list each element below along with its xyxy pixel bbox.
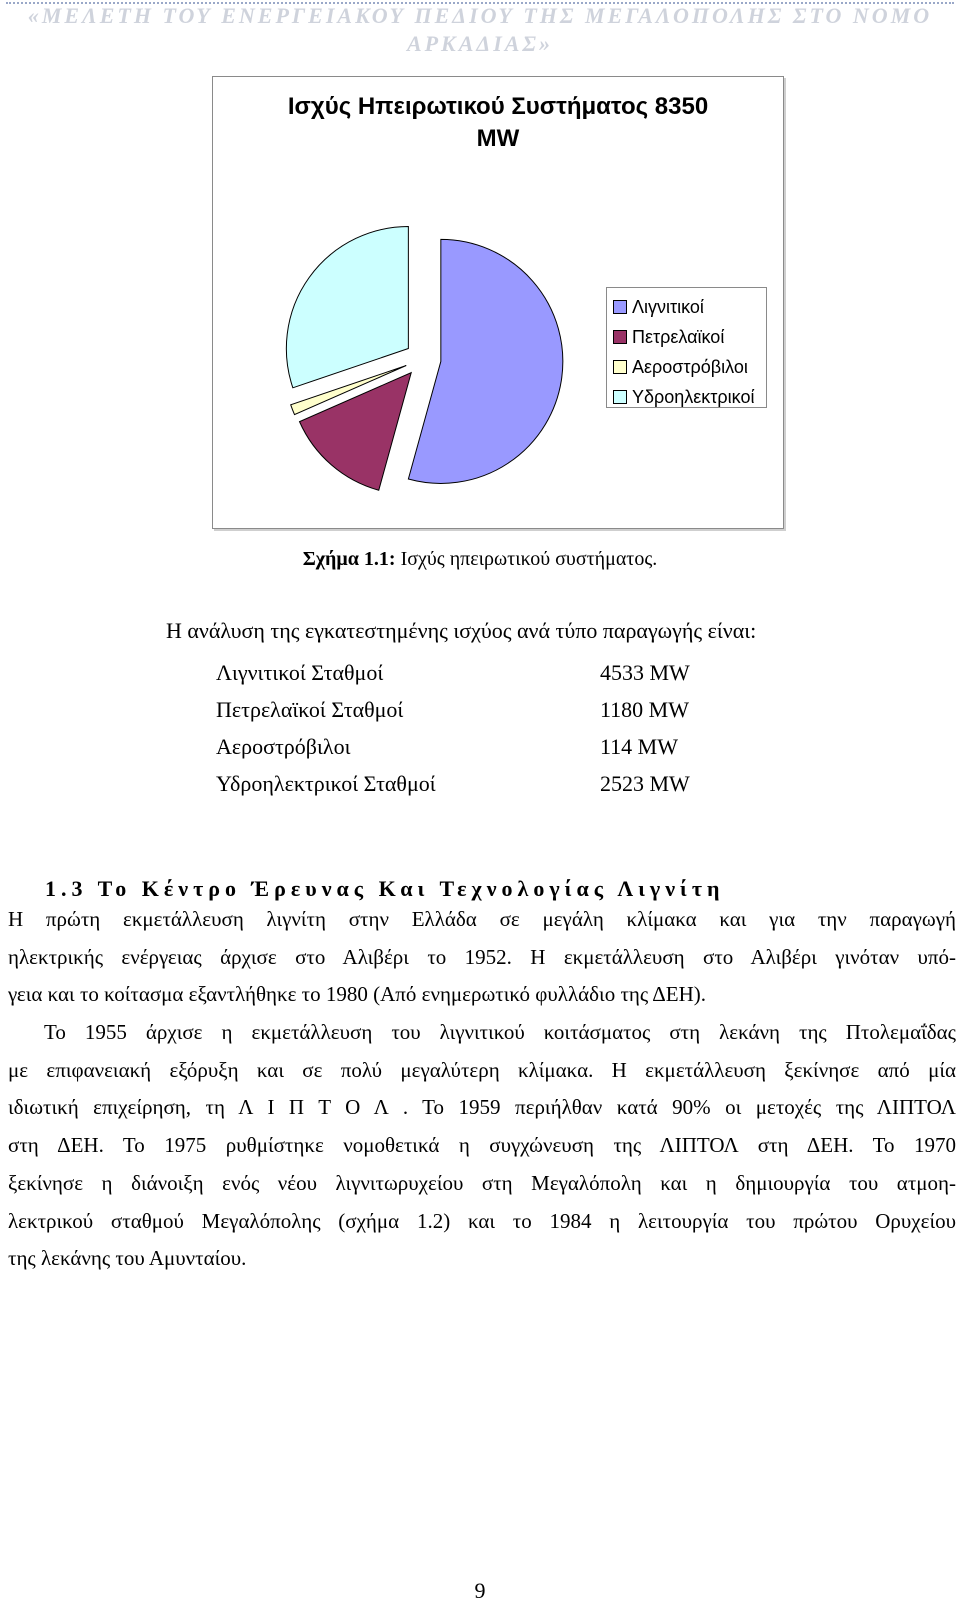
legend-item-hydro [613,382,766,412]
chart-title-line1: Ισχύς Ηπειρωτικού Συστήματος 8350 [287,93,709,120]
paragraph-line: Η πρώτη εκμετάλλευση λιγνίτη στην Ελλάδα σε μεγάλη κλίμακα και για την παραγωγή [8,907,956,931]
legend-swatch-hydro [613,390,627,404]
legend-swatch-lignite [613,300,627,314]
chart-legend [606,287,767,408]
table-row [216,691,716,728]
pie-slice-lignite [408,239,562,483]
running-header [0,0,960,64]
legend-item-lignite [613,292,766,322]
paragraph-line: γεια και το κοίτασμα εξαντλήθηκε το 1980 (Από ενημερωτικό φυλλάδιο της ΔΕΗ). [8,982,707,1007]
row-name: Υδροηλεκτρικοί Σταθμοί [216,771,436,796]
figure-caption-text: Ισχύς ηπειρωτικού συστήματος. [395,548,658,570]
legend-label-gas-turbines: Αεροστρόβιλοι [632,356,748,377]
paragraph-line: ξεκίνησε η διάνοιξη ενός νέου λιγνιτωρυχείου στη Μεγαλόπολη και η δημιουργία του ατμοη- [8,1170,956,1195]
figure-caption [0,548,960,571]
running-header-line2: ΑΡΚΑΔΙΑΣ» [406,31,554,56]
paragraph-line: στη ΔΕΗ. Το 1975 ρυθμίστηκε νομοθετικά η συγχώνευση της ΛΙΠΤΟΛ στη ΔΕΗ. Το 1970 [8,1133,956,1158]
power-breakdown-table [216,654,716,802]
paragraph-line: ηλεκτρικής ενέργειας άρχισε στο Αλιβέρι το 1952. Η εκμετάλλευση στο Αλιβέρι γινόταν υπό- [8,944,956,969]
paragraph-1 [8,901,956,1014]
row-value: 114 MW [600,734,679,759]
row-value: 2523 MW [600,771,690,796]
row-name: Λιγνιτικοί Σταθμοί [216,660,384,685]
row-value: 4533 MW [600,660,690,685]
legend-label-hydro: Υδροηλεκτρικοί [632,386,755,407]
legend-item-gas-turbines [613,352,766,382]
table-row [216,728,716,765]
paragraph-line: με επιφανειακή εξόρυξη και σε πολύ μεγαλύτερη κλίμακα. Η εκμετάλλευση ξεκίνησε από μία [8,1057,956,1082]
row-name: Αεροστρόβιλοι [216,734,351,759]
paragraph-line: Το 1955 άρχισε η εκμετάλλευση του λιγνιτικού κοιτάσματος στη λεκάνη της Πτολεμαΐδας [44,1020,956,1044]
pie-slice-oil [300,373,412,491]
chart-title-line2: MW [476,125,520,152]
section-heading: 1.3 Το Κέντρο Έρευνας Και Τεχνολογίας Λιγνίτη [45,876,725,901]
legend-item-oil [613,322,766,352]
pie-chart-figure [212,76,784,529]
figure-caption-label: Σχήμα 1.1: [302,548,396,570]
legend-label-oil: Πετρελαϊκοί [632,326,725,347]
table-row [216,654,716,691]
row-name: Πετρελαϊκοί Σταθμοί [216,697,404,722]
paragraph-2 [8,1014,956,1278]
paragraph-line: ιδιωτική επιχείρηση, τη Λ Ι Π Τ Ο Λ . Το 1959 περιήλθαν κατά 90% οι μετοχές της ΛΙΠΤΟΛ [8,1095,956,1120]
paragraph-line: της λεκάνης του Αμυνταίου. [8,1246,247,1271]
breakdown-intro: Η ανάλυση της εγκατεστημένης ισχύος ανά τύπο παραγωγής είναι: [166,618,757,643]
legend-swatch-gas-turbines [613,360,627,374]
legend-label-lignite: Λιγνιτικοί [632,296,704,317]
paragraph-line: λεκτρικού σταθμού Μεγαλόπολης (σχήμα 1.2) και το 1984 η λειτουργία του πρώτου Ορυχείου [8,1208,956,1233]
legend-swatch-oil [613,330,627,344]
table-row [216,765,716,802]
pie-slice-hydro [286,227,408,388]
running-header-line1: «ΜΕΛΕΤΗ ΤΟΥ ΕΝΕΡΓΕΙΑΚΟΥ ΠΕΔΙΟΥ ΤΗΣ ΜΕΓΑΛΟΠΟΛΗΣ ΣΤΟ ΝΟΜΟ [27,3,933,28]
page-number: 9 [474,1578,486,1603]
row-value: 1180 MW [600,697,690,722]
